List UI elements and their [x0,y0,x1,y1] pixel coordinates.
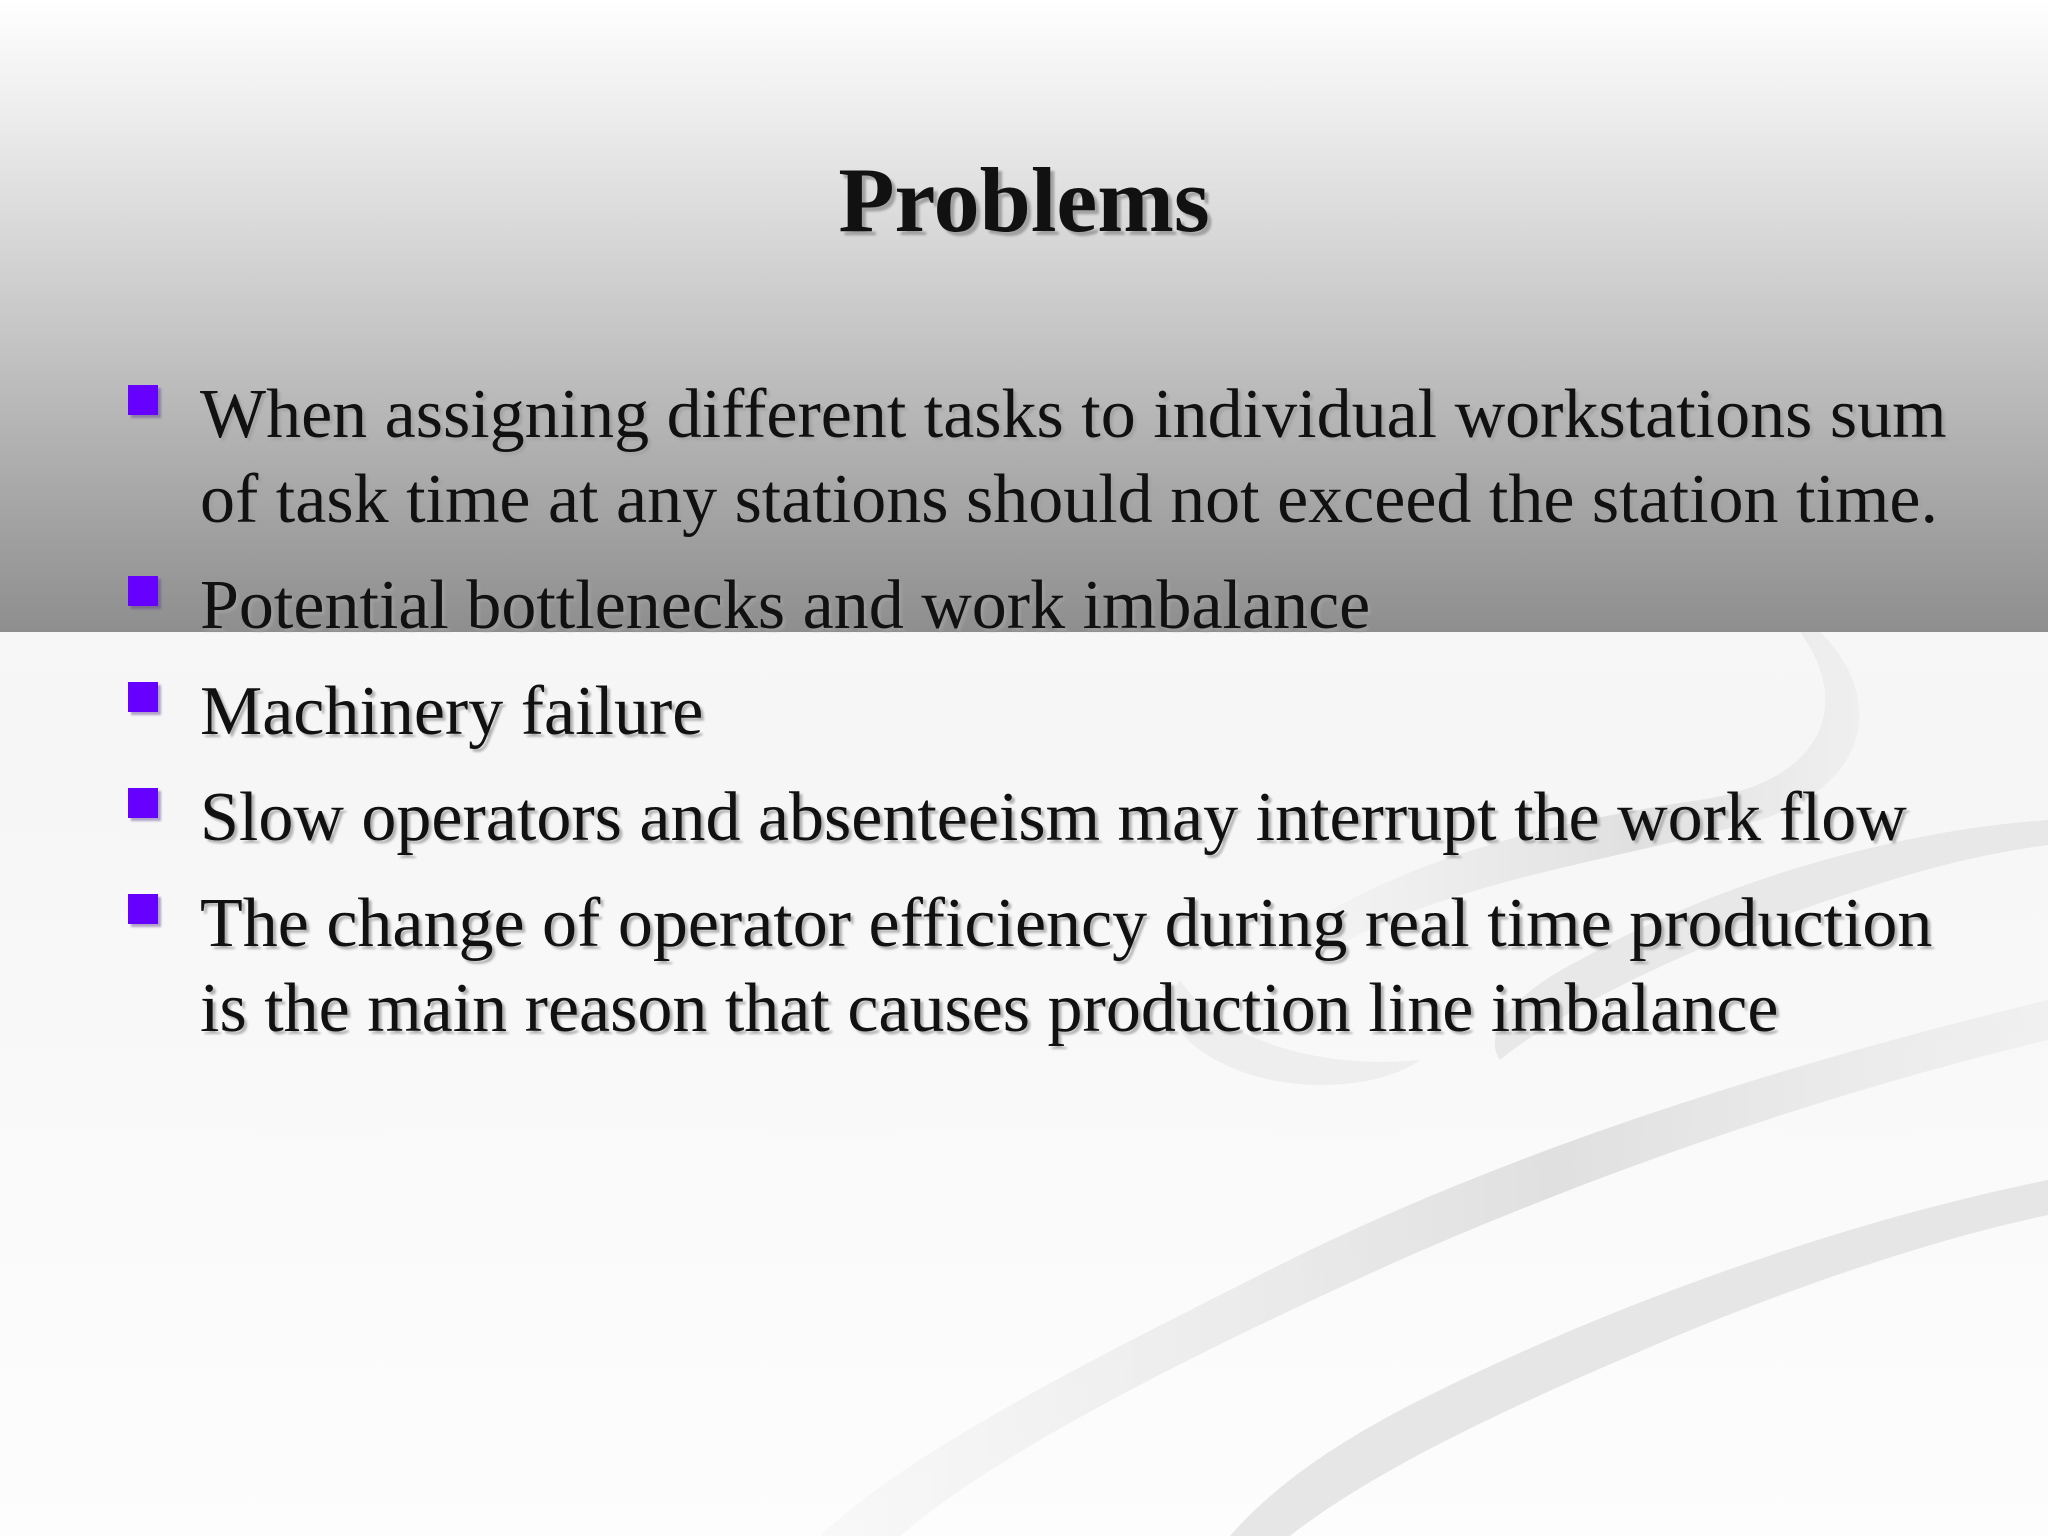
slide-title: Problems [838,149,1210,251]
square-bullet-icon [128,682,158,712]
bullet-list [128,372,1948,1072]
bullet-text: When assigning different tasks to individual workstations sum of task time at any stations should not exceed the station time. [200,376,1947,538]
bullet-item [128,775,1948,860]
bullet-text: Slow operators and absenteeism may interrupt the work flow [200,779,1907,856]
square-bullet-icon [128,576,158,606]
bullet-item [128,563,1948,648]
bullet-item [128,372,1948,542]
bullet-item [128,669,1948,754]
bullet-text: Machinery failure [200,673,704,750]
bullet-text: The change of operator efficiency during real time production is the main reason that causes production line imbalance [200,885,1933,1047]
bullet-item [128,881,1948,1051]
bullet-text: Potential bottlenecks and work imbalance [200,567,1371,644]
square-bullet-icon [128,788,158,818]
square-bullet-icon [128,385,158,415]
square-bullet-icon [128,894,158,924]
